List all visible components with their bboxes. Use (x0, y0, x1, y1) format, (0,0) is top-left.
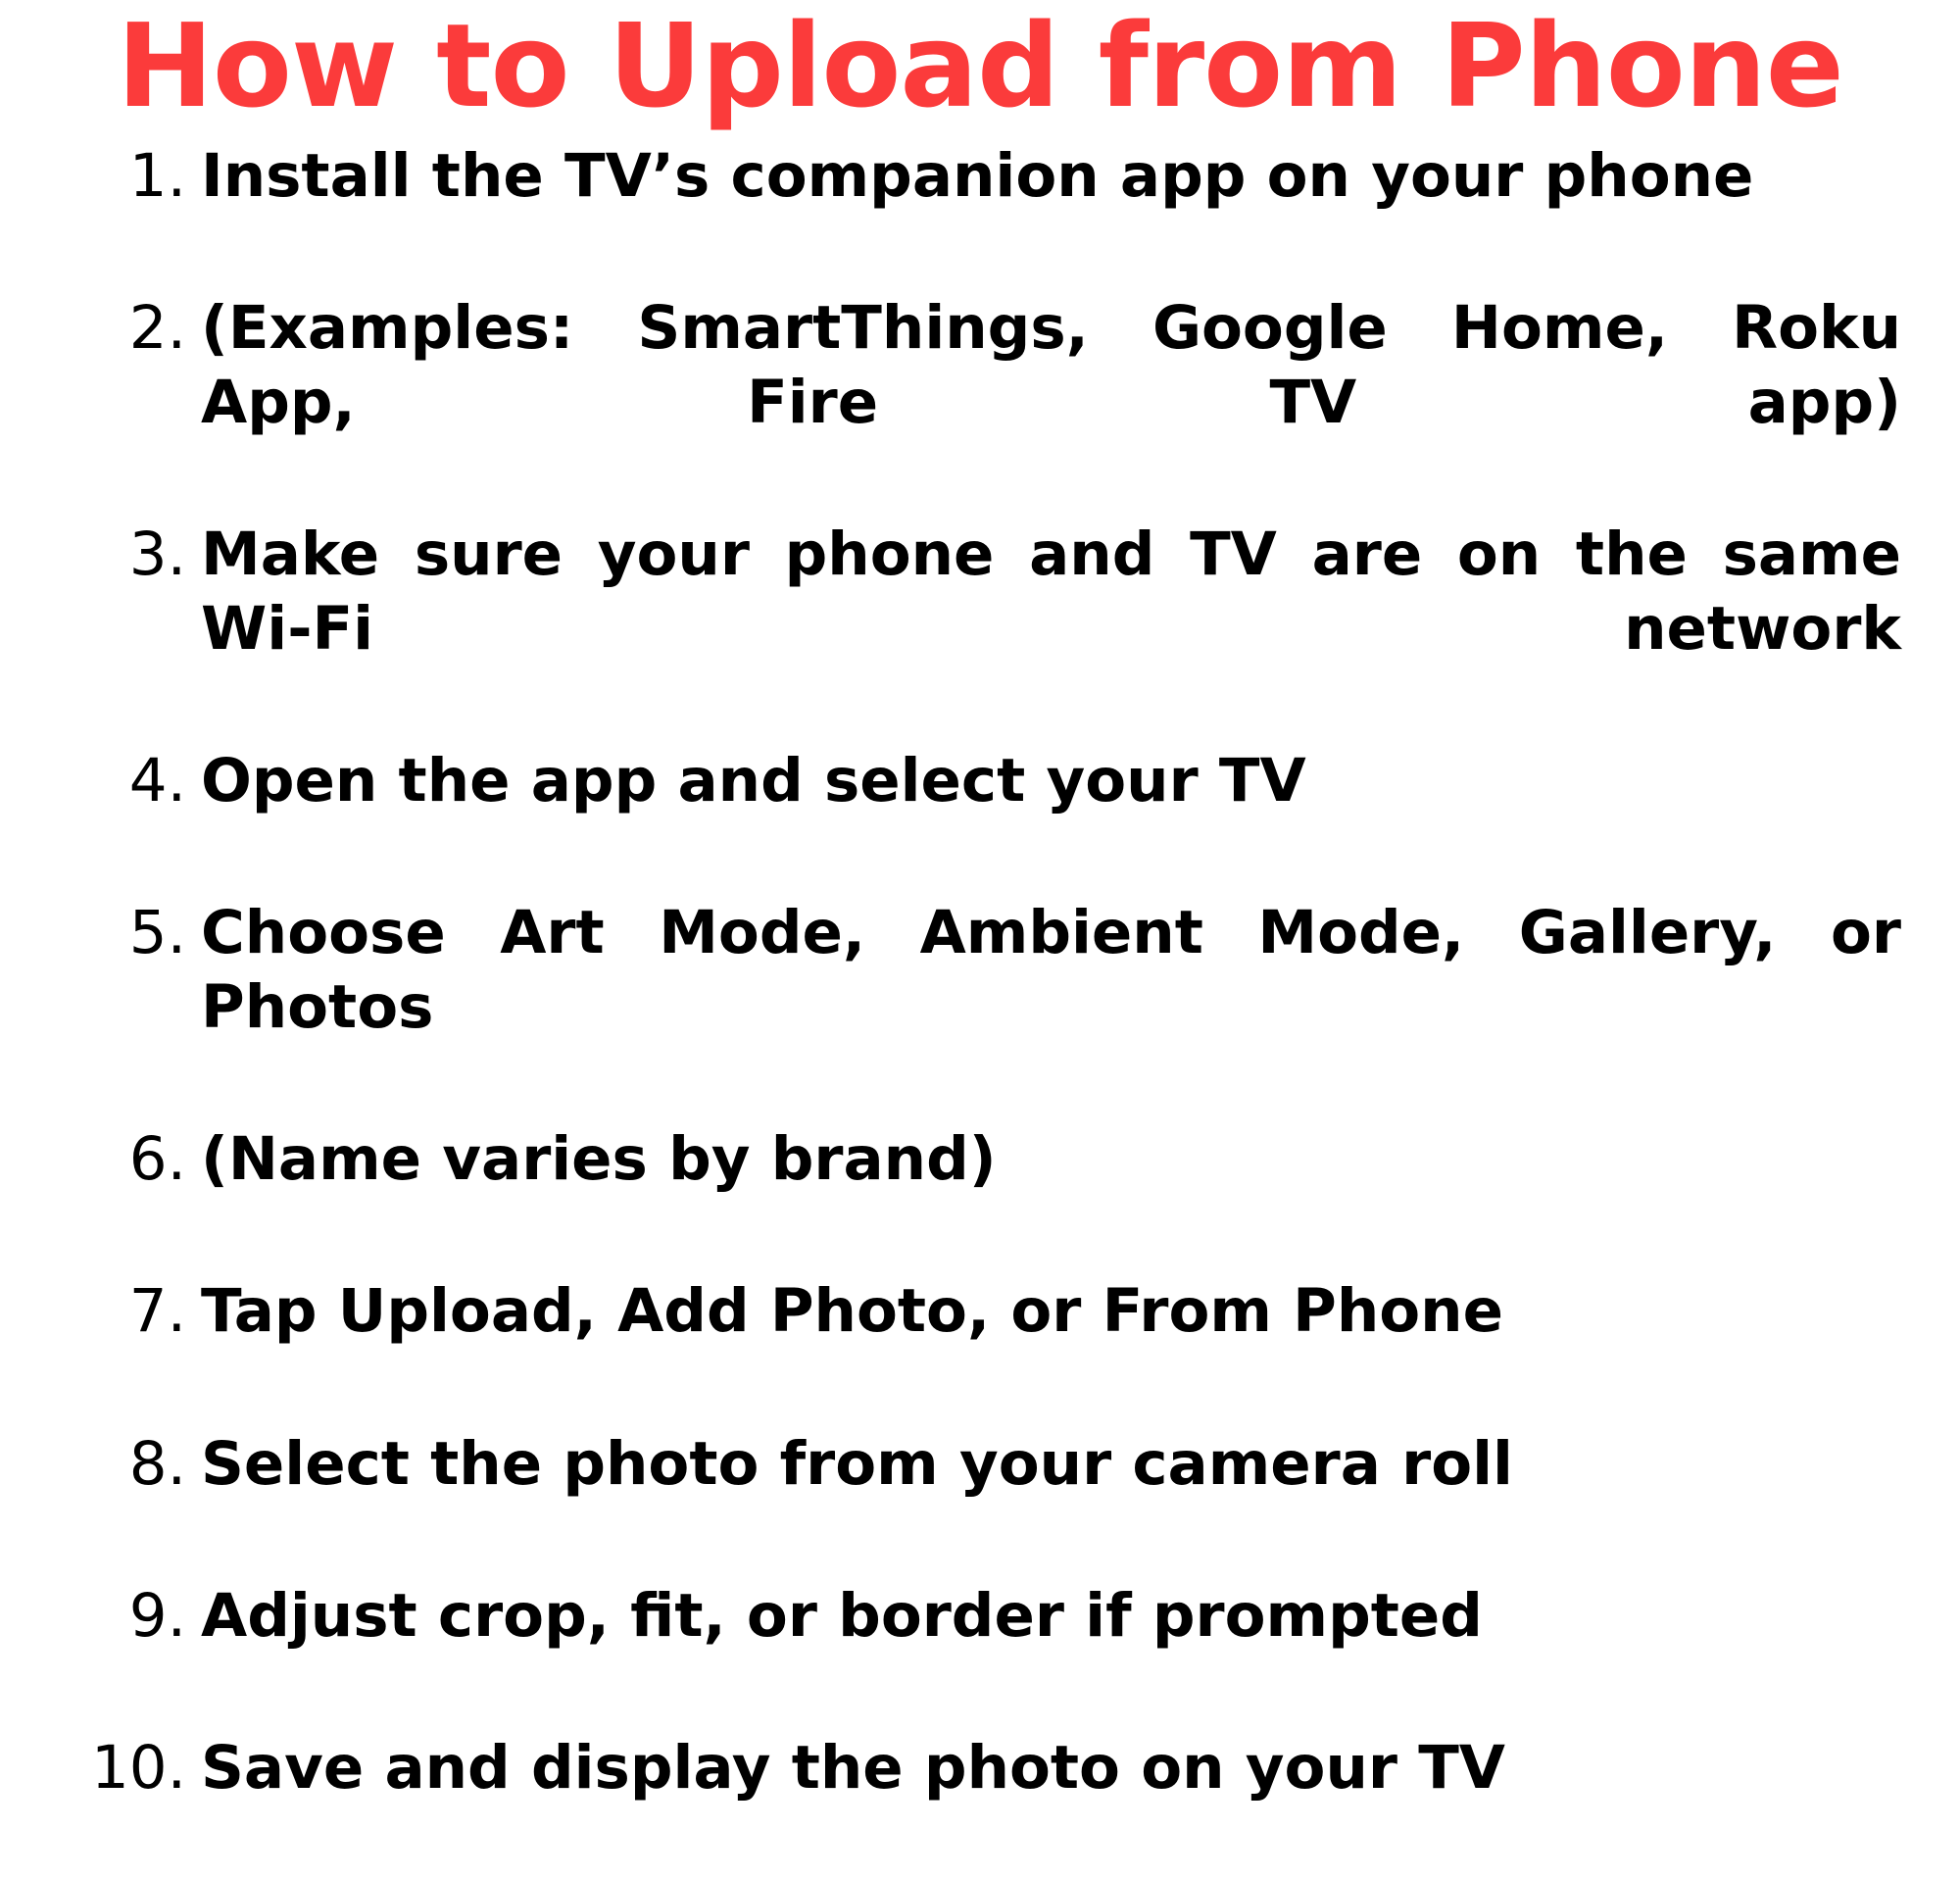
list-item-text: (Examples: SmartThings, Google Home, Roku App, Fire TV app) (201, 293, 1901, 437)
list-item-text: Choose Art Mode, Ambient Mode, Gallery, or Photos (201, 898, 1901, 1042)
list-item (0, 896, 1901, 1118)
list-item-text: Save and display the photo on your TV (201, 1733, 1506, 1804)
list-item-text: Tap Upload, Add Photo, or From Phone (201, 1276, 1503, 1347)
list-item (0, 1731, 1901, 1879)
list-item (0, 1274, 1901, 1422)
list-item-text: Install the TV’s companion app on your phone (201, 140, 1754, 211)
list-item (0, 139, 1901, 287)
list-item (0, 518, 1901, 740)
list-item-text: Open the app and select your TV (201, 745, 1306, 816)
list-item-text: Adjust crop, fit, or border if prompted (201, 1580, 1483, 1651)
list-item-text: Select the photo from your camera roll (201, 1428, 1513, 1499)
steps-list (0, 139, 1960, 1879)
list-item (0, 291, 1901, 514)
list-item (0, 744, 1901, 892)
list-item (0, 1579, 1901, 1727)
list-item (0, 1427, 1901, 1575)
list-item (0, 1122, 1901, 1270)
list-item-text: Make sure your phone and TV are on the same Wi-Fi network (201, 519, 1901, 664)
list-item-text: (Name varies by brand) (201, 1124, 997, 1195)
page-title: How to Upload from Phone (117, 0, 1843, 133)
